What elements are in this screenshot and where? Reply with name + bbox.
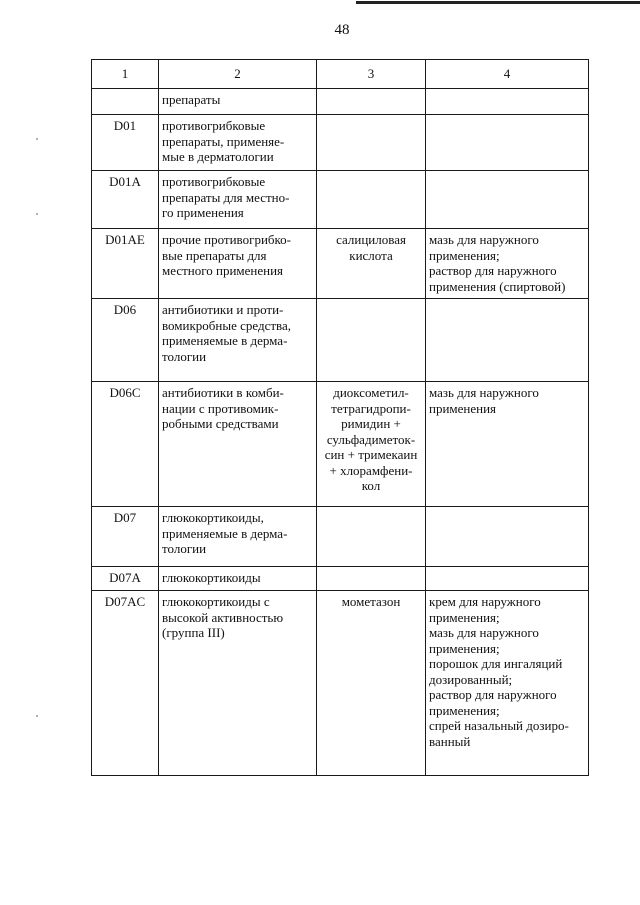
cell-text-line: глюкокортикоиды с [162, 594, 270, 609]
cell-text-line: антибиотики в комби- [162, 385, 284, 400]
cell-text-line: вомикробные средства, [162, 317, 292, 333]
dosage-form-cell [426, 115, 589, 171]
dosage-form-cell [426, 507, 589, 567]
column-header: 1 [92, 60, 159, 89]
cell-text-line: применения (спиртовой) [429, 278, 566, 294]
cell-text-line: тологии [162, 541, 207, 556]
atc-code-cell: D06C [92, 382, 159, 507]
cell-text-line: вые препараты для [162, 247, 267, 263]
substance-cell [317, 567, 426, 591]
atc-code-cell: D07 [92, 507, 159, 567]
group-name-cell [159, 171, 317, 229]
dosage-form-cell [426, 382, 589, 507]
dosage-form-cell [426, 171, 589, 229]
cell-text-line: кол [361, 478, 381, 493]
atc-code-cell: D07A [92, 567, 159, 591]
cell-text-line: мазь для наружного [429, 385, 539, 400]
cell-text-line: тетрагидропи- [331, 400, 411, 416]
cell-text-line: нации с противомик- [162, 400, 279, 416]
substance-cell [317, 507, 426, 567]
cell-text-line: салициловая [336, 232, 406, 247]
cell-text-line: го применения [162, 205, 244, 220]
cell-text-line: применения; [429, 247, 500, 263]
cell-text-line: дозированный; [429, 671, 513, 687]
cell-text-line: антибиотики и проти- [162, 302, 284, 317]
drug-table [91, 59, 589, 776]
cell-text-line: противогрибковые [162, 118, 266, 133]
cell-text-line: высокой активностью [162, 609, 284, 625]
cell-text-line: раствор для наружного [429, 263, 557, 278]
table-row [92, 89, 589, 115]
atc-code-cell: D01 [92, 115, 159, 171]
cell-text-line: препараты, применяе- [162, 133, 285, 149]
cell-text-line: + хлорамфени- [329, 462, 413, 478]
cell-text-line: мые в дерматологии [162, 149, 274, 164]
atc-code-cell: D01AE [92, 229, 159, 299]
cell-text-line: диоксометил- [333, 385, 409, 400]
cell-text-line: раствор для наружного [429, 687, 557, 702]
group-name-cell [159, 89, 317, 115]
substance-cell [317, 229, 426, 299]
atc-code-cell: D01A [92, 171, 159, 229]
cell-text-line: глюкокортикоиды, [162, 510, 264, 525]
table-row [92, 299, 589, 382]
cell-text-line: препараты для местно- [162, 189, 290, 205]
dosage-form-cell [426, 591, 589, 776]
cell-text-line: глюкокортикоиды [162, 570, 261, 585]
cell-text-line: кислота [349, 247, 393, 263]
substance-cell [317, 171, 426, 229]
cell-text-line: применяемые в дерма- [162, 333, 288, 348]
margin-mark [36, 213, 38, 215]
cell-text-line: (группа III) [162, 625, 225, 640]
cell-text-line: тологии [162, 348, 207, 364]
cell-text-line: спрей назальный дозиро- [429, 718, 569, 733]
cell-text-line: мометазон [341, 594, 401, 609]
dosage-form-cell [426, 567, 589, 591]
group-name-cell [159, 382, 317, 507]
margin-mark [36, 138, 38, 140]
column-header: 3 [317, 60, 426, 89]
substance-cell [317, 591, 426, 776]
page-number: 48 [334, 22, 350, 38]
table-row [92, 567, 589, 591]
atc-code-cell: D07AC [92, 591, 159, 776]
cell-text-line: противогрибковые [162, 174, 266, 189]
column-header: 2 [159, 60, 317, 89]
group-name-cell [159, 507, 317, 567]
cell-text-line: порошок для ингаляций [429, 656, 563, 671]
cell-text-line: ванный [429, 733, 471, 749]
cell-text-line: крем для наружного [429, 594, 541, 609]
table-row [92, 115, 589, 171]
cell-text-line: препараты [162, 92, 221, 107]
column-header: 4 [426, 60, 589, 89]
group-name-cell [159, 229, 317, 299]
atc-code-cell: D06 [92, 299, 159, 382]
table-header-row [92, 60, 589, 89]
substance-cell [317, 115, 426, 171]
table-row [92, 171, 589, 229]
table-row [92, 229, 589, 299]
table-row [92, 591, 589, 776]
cell-text-line: применения [429, 400, 497, 416]
margin-mark [36, 715, 38, 717]
cell-text-line: робными средствами [162, 416, 279, 431]
cell-text-line: мазь для наружного [429, 625, 539, 640]
table-row [92, 507, 589, 567]
cell-text-line: мазь для наружного [429, 232, 539, 247]
cell-text-line: применения; [429, 702, 500, 718]
cell-text-line: местного применения [162, 263, 284, 278]
cell-text-line: применения; [429, 640, 500, 656]
group-name-cell [159, 115, 317, 171]
group-name-cell [159, 567, 317, 591]
substance-cell [317, 299, 426, 382]
dosage-form-cell [426, 299, 589, 382]
cell-text-line: прочие противогрибко- [162, 232, 291, 247]
group-name-cell [159, 299, 317, 382]
dosage-form-cell [426, 89, 589, 115]
table-row [92, 382, 589, 507]
cell-text-line: сульфадиметок- [326, 431, 416, 447]
cell-text-line: применения; [429, 609, 500, 625]
atc-code-cell [92, 89, 159, 115]
top-rule [356, 1, 640, 4]
cell-text-line: син + тримекаин [324, 447, 418, 462]
cell-text-line: римидин + [341, 416, 401, 431]
dosage-form-cell [426, 229, 589, 299]
group-name-cell [159, 591, 317, 776]
substance-cell [317, 382, 426, 507]
substance-cell [317, 89, 426, 115]
cell-text-line: применяемые в дерма- [162, 525, 288, 541]
